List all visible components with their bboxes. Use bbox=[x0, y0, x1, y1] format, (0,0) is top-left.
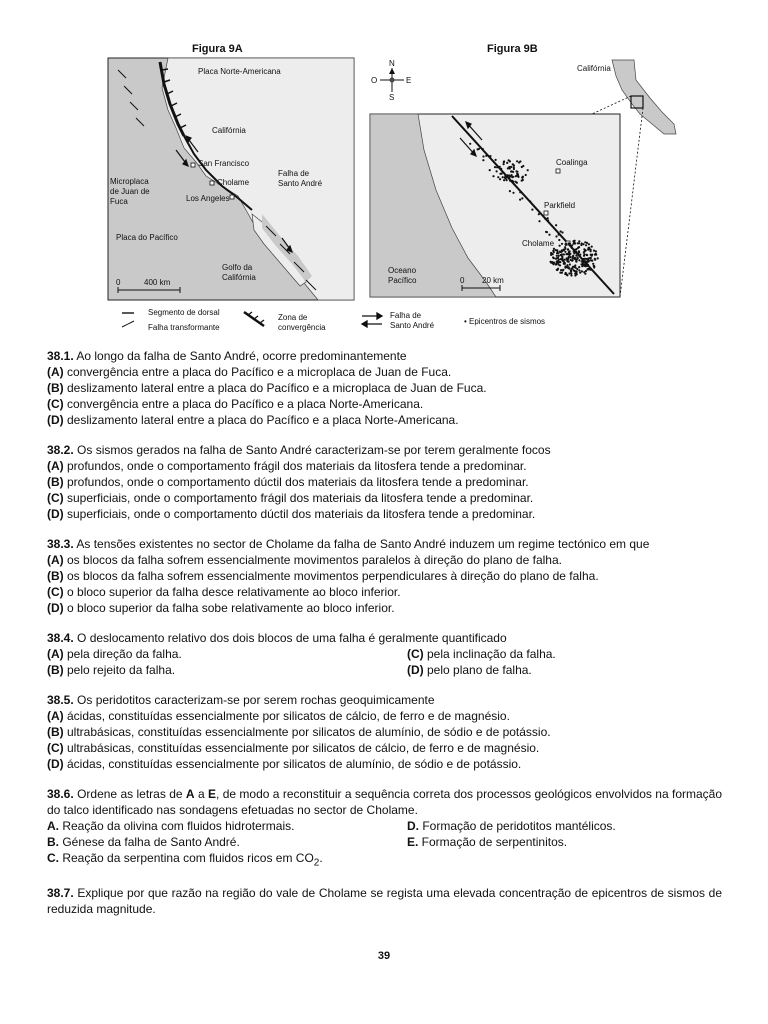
epicenter-dot bbox=[564, 273, 566, 275]
option-text: profundos, onde o comportamento dúctil dos materiais da litosfera tende a predominar. bbox=[63, 475, 529, 489]
epicenter-dot bbox=[503, 179, 505, 181]
epicenter-dot bbox=[555, 249, 557, 251]
question-38-5 bbox=[47, 692, 722, 772]
label-placa-pacifico: Placa do Pacífico bbox=[116, 233, 178, 242]
compass-east: E bbox=[406, 76, 412, 85]
option-text: pela inclinação da falha. bbox=[423, 647, 556, 661]
epicenter-dot bbox=[482, 155, 484, 157]
question-stem: a bbox=[194, 787, 208, 801]
option-text: superficiais, onde o comportamento frágil dos materiais da litosfera tende a predominar. bbox=[63, 491, 534, 505]
epicenter-dot bbox=[561, 253, 563, 255]
option-text: Génese da falha de Santo André. bbox=[59, 835, 240, 849]
option-letter: (D) bbox=[47, 507, 64, 521]
epicenter-dot bbox=[547, 219, 549, 221]
question-number: 38.7. bbox=[47, 886, 74, 901]
epicenter-dot bbox=[584, 241, 586, 243]
option-letter: D. bbox=[407, 819, 419, 833]
label-cholame-9a: Cholame bbox=[217, 178, 250, 187]
legend-transformante: Falha transformante bbox=[148, 323, 220, 332]
option-text: o bloco superior da falha sobe relativamente ao bloco inferior. bbox=[63, 601, 395, 615]
epicenter-dot bbox=[525, 174, 527, 176]
epicenter-dot bbox=[574, 249, 576, 251]
epicenter-dot bbox=[591, 246, 593, 248]
option-text: convergência entre a placa do Pacífico e a microplaca de Juan de Fuca. bbox=[63, 365, 452, 379]
epicenter-dot bbox=[582, 243, 584, 245]
option-letter: (C) bbox=[47, 741, 64, 755]
epicenter-dot bbox=[564, 251, 566, 253]
figure-legend bbox=[122, 308, 545, 332]
option-text: os blocos da falha sofrem essencialmente movimentos paralelos à direção do plano de falha. bbox=[63, 553, 562, 567]
legend-transform-symbol bbox=[122, 321, 134, 327]
option-letter: (D) bbox=[47, 413, 64, 427]
epicenter-dot bbox=[568, 266, 570, 268]
epicenter-dot bbox=[527, 169, 529, 171]
epicenter-dot bbox=[556, 251, 558, 253]
epicenter-dot bbox=[521, 197, 523, 199]
san-francisco-marker bbox=[191, 163, 195, 167]
option-text: pelo plano de falha. bbox=[423, 663, 532, 677]
epicenter-dot bbox=[513, 183, 515, 185]
compass-west: O bbox=[371, 76, 378, 85]
figure-9a-map bbox=[108, 58, 354, 300]
epicenter-dot bbox=[494, 166, 496, 168]
epicenter-dot bbox=[570, 274, 572, 276]
los-angeles-marker bbox=[230, 195, 234, 199]
epicenter-dot bbox=[564, 259, 566, 261]
option-text: convergência entre a placa do Pacífico e a placa Norte-Americana. bbox=[63, 397, 424, 411]
epicenter-dot bbox=[572, 255, 574, 257]
question-number: 38.4. bbox=[47, 631, 74, 645]
epicenter-dot bbox=[469, 143, 471, 145]
epicenter-dot bbox=[555, 224, 557, 226]
option-letter: (C) bbox=[47, 491, 64, 505]
epicenter-dot bbox=[516, 160, 518, 162]
epicenter-dot bbox=[592, 263, 594, 265]
epicenter-dot bbox=[575, 254, 577, 256]
epicenter-dot bbox=[503, 163, 505, 165]
question-stem: Ordene as letras de bbox=[73, 787, 186, 801]
option-text: Reação da serpentina com fluidos ricos em CO bbox=[59, 851, 314, 865]
figure-9b-title: Figura 9B bbox=[487, 43, 538, 55]
epicenter-dot bbox=[591, 254, 593, 256]
epicenter-dot bbox=[579, 254, 581, 256]
epicenter-dot bbox=[553, 251, 555, 253]
question-number: 38.5. bbox=[47, 693, 74, 707]
epicenter-dot bbox=[571, 267, 573, 269]
legend-dorsal: Segmento de dorsal bbox=[148, 308, 220, 317]
option-letter: (B) bbox=[47, 725, 64, 739]
epicenter-dot bbox=[499, 166, 501, 168]
epicenter-dot bbox=[512, 163, 514, 165]
epicenter-dot bbox=[576, 256, 578, 258]
compass-rose bbox=[371, 59, 411, 102]
epicenter-dot bbox=[577, 247, 579, 249]
label-cholame-9b: Cholame bbox=[522, 239, 555, 248]
option-text: Formação de serpentinitos. bbox=[418, 835, 568, 849]
option-text: ultrabásicas, constituídas essencialmente por silicatos de alumínio, de sódio e de potássio. bbox=[63, 725, 551, 739]
epicenter-dot bbox=[521, 177, 523, 179]
epicenter-dot bbox=[521, 180, 523, 182]
epicenter-dot bbox=[512, 176, 514, 178]
option-text: ultrabásicas, constituídas essencialmente por silicatos de cálcio, de ferro e de magnésio. bbox=[63, 741, 540, 755]
option-text: pelo rejeito da falha. bbox=[63, 663, 176, 677]
epicenter-dot bbox=[510, 171, 512, 173]
scale-0-9b: 0 bbox=[460, 276, 465, 285]
question-stem: As tensões existentes no sector de Cholame da falha de Santo André induzem um regime tectónico em que bbox=[73, 537, 650, 551]
epicenter-dot bbox=[593, 265, 595, 267]
epicenter-dot bbox=[508, 177, 510, 179]
epicenter-dot bbox=[506, 162, 508, 164]
option-text: profundos, onde o comportamento frágil dos materiais da litosfera tende a predominar. bbox=[63, 459, 527, 473]
epicenter-dot bbox=[566, 274, 568, 276]
epicenter-dot bbox=[587, 247, 589, 249]
epicenter-dot bbox=[577, 252, 579, 254]
epicenter-dot bbox=[555, 235, 557, 237]
option-letter: (C) bbox=[47, 397, 64, 411]
epicenter-dot bbox=[581, 242, 583, 244]
epicenter-dot bbox=[578, 266, 580, 268]
epicenter-dot bbox=[578, 240, 580, 242]
label-coalinga: Coalinga bbox=[556, 158, 588, 167]
label-microplaca-line3: Fuca bbox=[110, 197, 128, 206]
epicenter-dot bbox=[574, 272, 576, 274]
epicenter-dot bbox=[545, 231, 547, 233]
epicenter-dot bbox=[551, 261, 553, 263]
question-number: 38.1. bbox=[47, 349, 74, 363]
epicenter-dot bbox=[489, 155, 491, 157]
option-letter: (A) bbox=[47, 553, 64, 567]
epicenter-dot bbox=[497, 176, 499, 178]
epicenter-dot bbox=[578, 269, 580, 271]
option-letter: (D) bbox=[47, 601, 64, 615]
epicenter-dot bbox=[583, 271, 585, 273]
epicenter-dot bbox=[512, 180, 514, 182]
label-san-francisco: San Francisco bbox=[198, 159, 250, 168]
option-letter: (A) bbox=[47, 365, 64, 379]
option-text: ácidas, constituídas essencialmente por silicatos de alumínio, de sódio e de potássio. bbox=[63, 757, 522, 771]
option-text: deslizamento lateral entre a placa do Pacífico e a placa Norte-Americana. bbox=[63, 413, 459, 427]
epicenter-dot bbox=[581, 260, 583, 262]
coalinga-marker bbox=[556, 169, 560, 173]
label-oceano-line1: Oceano bbox=[388, 266, 417, 275]
epicenter-dot bbox=[544, 217, 546, 219]
option-text: Formação de peridotitos mantélicos. bbox=[419, 819, 616, 833]
epicenter-dot bbox=[550, 252, 552, 254]
question-stem: O deslocamento relativo dos dois blocos de uma falha é geralmente quantificado bbox=[73, 631, 507, 645]
epicenter-dot bbox=[569, 263, 571, 265]
label-falha-line2: Santo André bbox=[278, 179, 323, 188]
epicenter-dot bbox=[583, 253, 585, 255]
option-letter: (B) bbox=[47, 663, 64, 677]
scale-km-9a: 400 km bbox=[144, 278, 171, 287]
epicenter-dot bbox=[538, 220, 540, 222]
epicenter-dot bbox=[555, 257, 557, 259]
questions-section bbox=[47, 348, 722, 931]
epicenter-dot bbox=[509, 190, 511, 192]
epicenter-dot bbox=[571, 244, 573, 246]
option-text: deslizamento lateral entre a placa do Pacífico e a microplaca de Juan de Fuca. bbox=[63, 381, 487, 395]
epicenter-dot bbox=[568, 261, 570, 263]
epicenter-dot bbox=[566, 253, 568, 255]
epicenter-dot bbox=[500, 168, 502, 170]
epicenter-dot bbox=[574, 252, 576, 254]
epicenter-dot bbox=[495, 159, 497, 161]
epicenter-dot bbox=[516, 175, 518, 177]
epicenter-dot bbox=[590, 249, 592, 251]
epicenter-dot bbox=[559, 264, 561, 266]
epicenter-dot bbox=[564, 263, 566, 265]
epicenter-dot bbox=[507, 167, 509, 169]
epicenter-dot bbox=[568, 256, 570, 258]
epicenter-dot bbox=[482, 148, 484, 150]
epicenter-dot bbox=[515, 170, 517, 172]
legend-falha-line1: Falha de bbox=[390, 311, 422, 320]
epicenter-dot bbox=[560, 230, 562, 232]
epicenter-dot bbox=[572, 240, 574, 242]
epicenter-dot bbox=[563, 249, 565, 251]
epicenter-dot bbox=[577, 242, 579, 244]
epicenter-dot bbox=[562, 269, 564, 271]
letter-e-bold: E bbox=[208, 787, 217, 801]
epicenter-dot bbox=[595, 250, 597, 252]
label-parkfield: Parkfield bbox=[544, 201, 576, 210]
epicenter-dot bbox=[513, 168, 515, 170]
epicenter-dot bbox=[519, 160, 521, 162]
option-letter: (B) bbox=[47, 381, 64, 395]
epicenter-dot bbox=[548, 234, 550, 236]
epicenter-dot bbox=[561, 231, 563, 233]
epicenter-dot bbox=[555, 263, 557, 265]
epicenter-dot bbox=[563, 253, 565, 255]
label-golfo-line1: Golfo da bbox=[222, 263, 253, 272]
epicenter-dot bbox=[504, 177, 506, 179]
epicenter-dot bbox=[489, 169, 491, 171]
scale-km-9b: 20 km bbox=[482, 276, 504, 285]
epicenter-dot bbox=[529, 200, 531, 202]
epicenter-dot bbox=[588, 243, 590, 245]
epicenter-dot bbox=[589, 257, 591, 259]
option-letter: C. bbox=[47, 851, 59, 865]
epicenter-dot bbox=[503, 161, 505, 163]
epicenter-dot bbox=[586, 254, 588, 256]
question-stem: Ao longo da falha de Santo André, ocorre predominantemente bbox=[73, 349, 407, 363]
epicenter-dot bbox=[582, 264, 584, 266]
epicenter-dot bbox=[477, 148, 479, 150]
label-microplaca-line1: Microplaca bbox=[110, 177, 149, 186]
option-letter: (A) bbox=[47, 709, 64, 723]
question-38-3 bbox=[47, 536, 722, 616]
label-microplaca-line2: de Juan de bbox=[110, 187, 150, 196]
epicenter-dot bbox=[570, 259, 572, 261]
legend-fault-symbol bbox=[362, 313, 382, 327]
option-letter: B. bbox=[47, 835, 59, 849]
question-38-2 bbox=[47, 442, 722, 522]
epicenter-dot bbox=[568, 272, 570, 274]
epicenter-dot bbox=[485, 155, 487, 157]
epicenter-dot bbox=[590, 269, 592, 271]
option-letter: (B) bbox=[47, 475, 64, 489]
label-falha-line1: Falha de bbox=[278, 169, 310, 178]
question-38-4 bbox=[47, 630, 722, 678]
epicenter-dot bbox=[550, 254, 552, 256]
epicenter-dot bbox=[570, 271, 572, 273]
question-38-7 bbox=[47, 885, 722, 917]
compass-north: N bbox=[389, 59, 395, 68]
epicenter-dot bbox=[571, 247, 573, 249]
question-stem: , de modo a reconstituir a sequência correta dos processos geológicos envolvidos na formação do talco identificado nas sondagens efetuadas no sector de Cholame. bbox=[47, 787, 723, 817]
epicenter-dot bbox=[579, 272, 581, 274]
option-letter: (A) bbox=[47, 647, 64, 661]
epicenter-dot bbox=[522, 165, 524, 167]
question-38-6 bbox=[47, 786, 722, 871]
epicenter-dot bbox=[558, 234, 560, 236]
label-oceano-line2: Pacífico bbox=[388, 276, 417, 285]
option-letter: A. bbox=[47, 819, 59, 833]
epicenter-dot bbox=[558, 239, 560, 241]
figure-9b-map bbox=[370, 59, 676, 297]
option-text: pela direção da falha. bbox=[63, 647, 182, 661]
epicenter-dot bbox=[570, 273, 572, 275]
epicenter-dot bbox=[567, 243, 569, 245]
epicenter-dot bbox=[531, 209, 533, 211]
option-letter: (B) bbox=[47, 569, 64, 583]
epicenter-dot bbox=[587, 264, 589, 266]
parkfield-marker bbox=[544, 211, 548, 215]
epicenter-dot bbox=[566, 257, 568, 259]
epicenter-dot bbox=[565, 243, 567, 245]
option-letter: (D) bbox=[407, 663, 424, 677]
epicenter-dot bbox=[519, 199, 521, 201]
epicenter-dot bbox=[556, 262, 558, 264]
epicenter-dot bbox=[595, 254, 597, 256]
question-stem: Explique por que razão na região do vale de Cholame se regista uma elevada concentração de epicentros de sismos de reduzida magnitude. bbox=[47, 886, 722, 917]
question-number: 38.2. bbox=[47, 443, 74, 457]
epicenter-dot bbox=[574, 274, 576, 276]
epicenter-dot bbox=[593, 250, 595, 252]
epicenter-dot bbox=[561, 259, 563, 261]
california-inset bbox=[612, 60, 676, 134]
epicenter-dot bbox=[553, 248, 555, 250]
subscript: 2 bbox=[313, 857, 320, 869]
epicenter-dot bbox=[499, 173, 501, 175]
epicenter-dot bbox=[538, 213, 540, 215]
question-number: 38.6. bbox=[47, 787, 74, 801]
option-letter: (D) bbox=[47, 757, 64, 771]
epicenter-dot bbox=[594, 259, 596, 261]
page-number: 39 bbox=[377, 950, 391, 962]
epicenter-dot bbox=[574, 257, 576, 259]
epicenter-dot bbox=[573, 269, 575, 271]
option-text: superficiais, onde o comportamento dúctil dos materiais da litosfera tende a predominar. bbox=[63, 507, 536, 521]
legend-falha-line2: Santo André bbox=[390, 321, 435, 330]
epicenter-dot bbox=[510, 166, 512, 168]
epicenter-dot bbox=[578, 259, 580, 261]
option-text: . bbox=[319, 851, 323, 865]
question-stem: Os peridotitos caracterizam-se por serem rochas geoquimicamente bbox=[73, 693, 435, 707]
epicenter-dot bbox=[578, 250, 580, 252]
epicenter-dot bbox=[552, 256, 554, 258]
epicenter-dot bbox=[561, 256, 563, 258]
epicenter-dot bbox=[587, 268, 589, 270]
epicenter-dot bbox=[547, 217, 549, 219]
legend-epicentros: • Epicentros de sismos bbox=[464, 317, 546, 326]
label-california-9b: Califórnia bbox=[577, 64, 611, 73]
cholame-marker bbox=[210, 181, 214, 185]
epicenter-dot bbox=[567, 248, 569, 250]
option-letter: (A) bbox=[47, 459, 64, 473]
epicenter-dot bbox=[502, 176, 504, 178]
label-los-angeles: Los Angeles bbox=[186, 194, 230, 203]
epicenter-dot bbox=[586, 260, 588, 262]
epicenter-dot bbox=[569, 250, 571, 252]
figure-9a-title: Figura 9A bbox=[192, 43, 243, 55]
epicenter-dot bbox=[496, 166, 498, 168]
epicenter-dot bbox=[556, 255, 558, 257]
question-38-1 bbox=[47, 348, 722, 428]
epicenter-dot bbox=[482, 159, 484, 161]
option-text: os blocos da falha sofrem essencialmente movimentos perpendiculares à direção do plano de falha. bbox=[63, 569, 599, 583]
epicenter-dot bbox=[561, 243, 563, 245]
option-text: o bloco superior da falha desce relativamente ao bloco inferior. bbox=[63, 585, 401, 599]
epicenter-dot bbox=[559, 272, 561, 274]
figures-svg bbox=[0, 0, 768, 340]
epicenter-dot bbox=[509, 167, 511, 169]
question-stem: Os sismos gerados na falha de Santo André caracterizam-se por terem geralmente focos bbox=[73, 443, 551, 457]
epicenter-dot bbox=[585, 244, 587, 246]
legend-convergence-line2: convergência bbox=[278, 323, 326, 332]
epicenter-dot bbox=[574, 264, 576, 266]
epicenter-dot bbox=[558, 255, 560, 257]
epicenter-dot bbox=[499, 178, 501, 180]
compass-south: S bbox=[389, 93, 395, 102]
legend-convergence-line1: Zona de bbox=[278, 313, 308, 322]
epicenter-dot bbox=[576, 270, 578, 272]
label-california-9a: Califórnia bbox=[212, 126, 246, 135]
epicenter-dot bbox=[509, 180, 511, 182]
label-placa-norte-americana: Placa Norte-Americana bbox=[198, 67, 281, 76]
question-number: 38.3. bbox=[47, 537, 74, 551]
epicenter-dot bbox=[584, 260, 586, 262]
epicenter-dot bbox=[559, 261, 561, 263]
epicenter-dot bbox=[557, 268, 559, 270]
option-text: ácidas, constituídas essencialmente por silicatos de cálcio, de ferro e de magnésio. bbox=[63, 709, 510, 723]
epicenter-dot bbox=[509, 160, 511, 162]
epicenter-dot bbox=[583, 258, 585, 260]
epicenter-dot bbox=[591, 259, 593, 261]
option-letter: E. bbox=[407, 835, 419, 849]
epicenter-dot bbox=[515, 181, 517, 183]
scale-0-9a: 0 bbox=[116, 278, 121, 287]
epicenter-dot bbox=[492, 175, 494, 177]
letter-a-bold: A bbox=[185, 787, 195, 801]
epicenter-dot bbox=[559, 245, 561, 247]
label-golfo-line2: Califórnia bbox=[222, 273, 256, 282]
epicenter-dot bbox=[597, 257, 599, 259]
option-letter: (C) bbox=[407, 647, 424, 661]
option-text: Reação da olivina com fluidos hidrotermais. bbox=[59, 819, 295, 833]
option-letter: (C) bbox=[47, 585, 64, 599]
epicenter-dot bbox=[496, 170, 498, 172]
epicenter-dot bbox=[519, 191, 521, 193]
epicenter-dot bbox=[583, 248, 585, 250]
epicenter-dot bbox=[512, 192, 514, 194]
